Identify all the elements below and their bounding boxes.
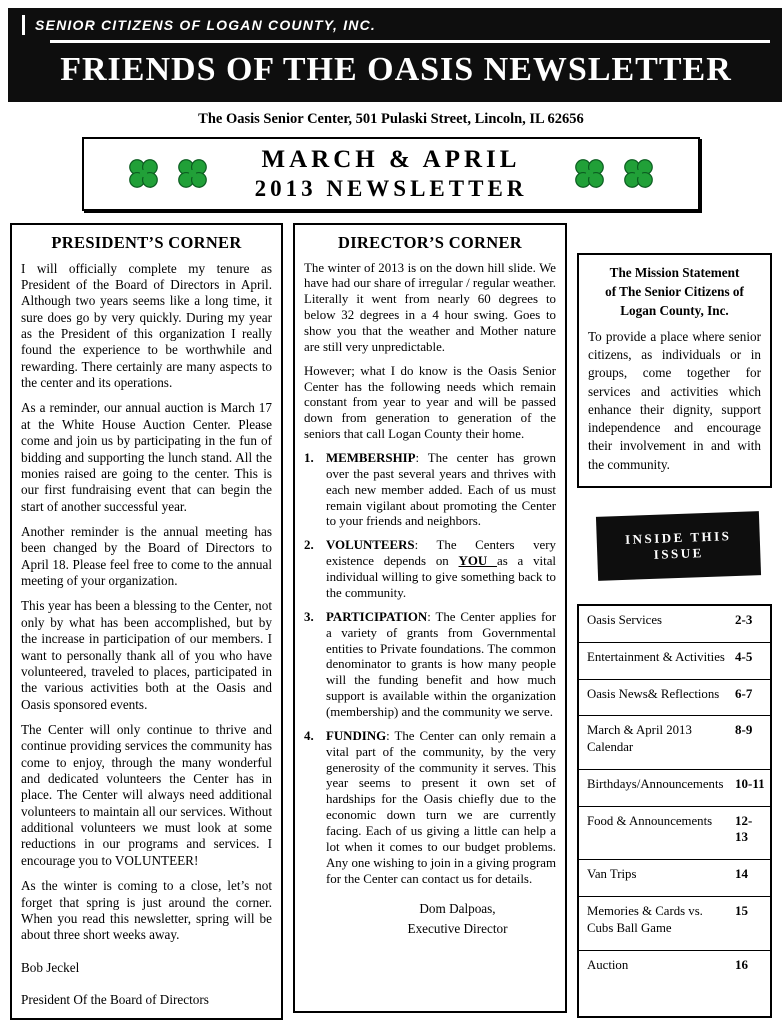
item-number: 4. [304,728,314,743]
content-columns [0,223,782,1020]
org-tick-decoration [22,15,25,35]
toc-item-pages: 8-9 [735,722,753,738]
item-text [326,538,556,601]
masthead [8,8,782,102]
toc-item-label: Auction [587,957,629,972]
paragraph: Another reminder is the annual meeting has been changed by the Board of Directors to April 18. Please feel free to come to the annual meeting of your organization. [21,523,272,589]
item-text [326,610,556,721]
issue-title [255,145,528,203]
left-clovers [127,157,209,190]
item-text [326,729,556,888]
president-signature-title: President Of the Board of Directors [21,991,209,1007]
toc-item-pages: 15 [735,903,748,919]
item-segment: : The Center applies for a variety of grants from Governmental entities to Private foundations. The common denominator to grants is how many people will the funding benefit and how much support is available within the organization (membership) and the community we serve. [326,609,556,719]
issue-year-line: 2013 NEWSLETTER [254,176,528,201]
toc-item-label: Birthdays/Announcements [587,776,724,791]
mission-statement-box [577,253,772,488]
clover-icon [127,157,160,190]
director-signature-title: Executive Director [407,921,508,937]
item-number: 3. [304,609,314,624]
numbered-item [304,538,556,601]
director-signature [304,899,556,939]
paragraph: This year has been a blessing to the Center, not only by what has been accomplished, but by the increase in participation of our members. I want to personally thank all of you who have volunteered, traveled to places, participated in the various activities both at the Oasis and Oasis sponsored events. [21,598,272,712]
newsletter-title: FRIENDS OF THE OASIS NEWSLETTER [60,51,732,88]
toc-row [579,897,770,950]
toc-row [579,860,770,897]
item-segment: : The Centers very existence depends on [326,538,556,569]
toc-row [579,716,770,769]
mission-title-line: of The Senior Citizens of [605,283,744,299]
item-label: FUNDING [326,728,387,743]
item-segment: : The Center can only remain a vital part of the community, by the very generosity of the community it serves. This year seems to present it own set of hardships for the Oasis chiefly due to the economic down turn we are currently facing. Each of us giving a little can help a lot when it comes to our budget problems. Any one wishing to join in a giving program for the Center can contact us for details. [326,728,556,886]
toc-item-label: Memories & Cards vs. Cubs Ball Game [587,904,703,935]
clover-icon [176,157,209,190]
inside-this-issue-banner: INSIDE THIS ISSUE [596,511,761,581]
clover-icon [622,157,655,190]
presidents-corner-title: PRESIDENT’S CORNER [51,232,242,252]
toc-row [579,770,770,807]
toc-row [579,606,770,643]
item-label: PARTICIPATION [326,609,428,624]
paragraph: I will officially complete my tenure as President of the Board of Directors in April. Although two years seems like a long time, it sure does go by very quickly. During my year as the President of this organization I really found the experience to be worthwhile and rewarding. There certainly are many aspects to the center and its operations. [21,260,272,391]
mission-title-line: The Mission Statement [609,264,740,280]
presidents-corner-section [10,223,283,1020]
directors-paragraphs [304,261,556,443]
director-signature-name: Dom Dalpoas, [419,901,496,917]
toc-item-pages: 16 [735,956,748,972]
item-segment: as a vital individual willing to give something back to the community. [326,554,556,600]
masthead-rule [50,40,770,43]
paragraph: However; what I do know is the Oasis Senior Center has the following needs which remain constant from year to year and will be passed down from generation to generation of the seniors that call Logan County their home. [304,363,556,442]
toc-item-label: Food & Announcements [587,813,713,828]
item-label: VOLUNTEERS [326,538,415,553]
toc-table [577,604,772,1018]
numbered-item [304,729,556,888]
toc-item-label: Oasis Services [587,612,662,627]
toc-item-pages: 6-7 [735,685,753,701]
issue-month-line: MARCH & APRIL [261,146,521,173]
directors-list [304,451,556,887]
toc-row [579,807,770,861]
toc-item-pages: 12-13 [735,812,753,845]
address-line: The Oasis Senior Center, 501 Pulaski Street, Lincoln, IL 62656 [198,111,584,127]
clover-icon [573,157,606,190]
right-sidebar [577,223,772,1018]
president-signature-name: Bob Jeckel [21,959,80,975]
org-row [22,15,770,35]
issue-banner [82,137,700,211]
paragraph: As the winter is coming to a close, let’s not forget that spring is just around the corner. When you read this newsletter, spring will be about three short weeks away. [21,878,272,943]
toc-item-label: Oasis News& Reflections [587,686,720,701]
paragraph: As a reminder, our annual auction is March 17 at the White House Auction Center. Please come and join us by participating in the fun of bidding and supporting the lunch stand. All the monies raised are going to the center. This is our first fundraising event that can begin the start of another successful year. [21,400,272,514]
toc-row [579,643,770,680]
mission-body: To provide a place where senior citizens, as individuals or in groups, come together for services and activities which enhance their dignity, support independence and encourage their involvement in and with the community. [588,329,761,472]
paragraph: The Center will only continue to thrive and continue providing services the community has come to enjoy, through the many wonderful and dedicated volunteers the Center has in place. The Center will always need additional volunteers to maintain all our services. Without additional volunteers we must look at some reductions in our programs and services. I encourage you to VOLUNTEER! [21,721,272,868]
item-text [326,451,556,530]
directors-corner-section [293,223,567,1013]
paragraph: The winter of 2013 is on the down hill slide. We have had our share of irregular / regular weather. Literally it went from nearly 60 degrees to below 32 degrees in a 4 hour swing. Goes to show you that the weather and Mother nature are still very unpredictable. [304,260,556,354]
mission-title [588,263,761,320]
presidents-paragraphs [21,261,272,944]
directors-corner-title: DIRECTOR’S CORNER [337,232,523,252]
toc-item-pages: 10-11 [735,775,765,791]
right-clovers [573,157,655,190]
item-number: 2. [304,538,314,553]
toc-item-label: Van Trips [587,867,637,882]
item-number: 1. [304,451,314,466]
item-label: MEMBERSHIP [326,451,416,466]
toc-item-pages: 4-5 [735,648,753,664]
toc-item-pages: 2-3 [735,611,753,627]
toc-item-label: March & April 2013 Calendar [587,723,692,755]
item-segment: : The center has grown over the past several years and thrives with each new member added. Each of us must remain vigilant about promoting the Center to your friends and neighbors. [326,451,556,529]
numbered-item [304,610,556,721]
org-name: SENIOR CITIZENS OF LOGAN COUNTY, INC. [35,17,377,33]
numbered-item [304,451,556,530]
toc-item-label: Entertainment & Activities [587,649,725,664]
mission-title-line: Logan County, Inc. [620,302,729,318]
item-segment: YOU [458,554,497,569]
toc-row [579,680,770,717]
toc-item-pages: 14 [735,866,748,882]
toc-row [579,951,770,1016]
